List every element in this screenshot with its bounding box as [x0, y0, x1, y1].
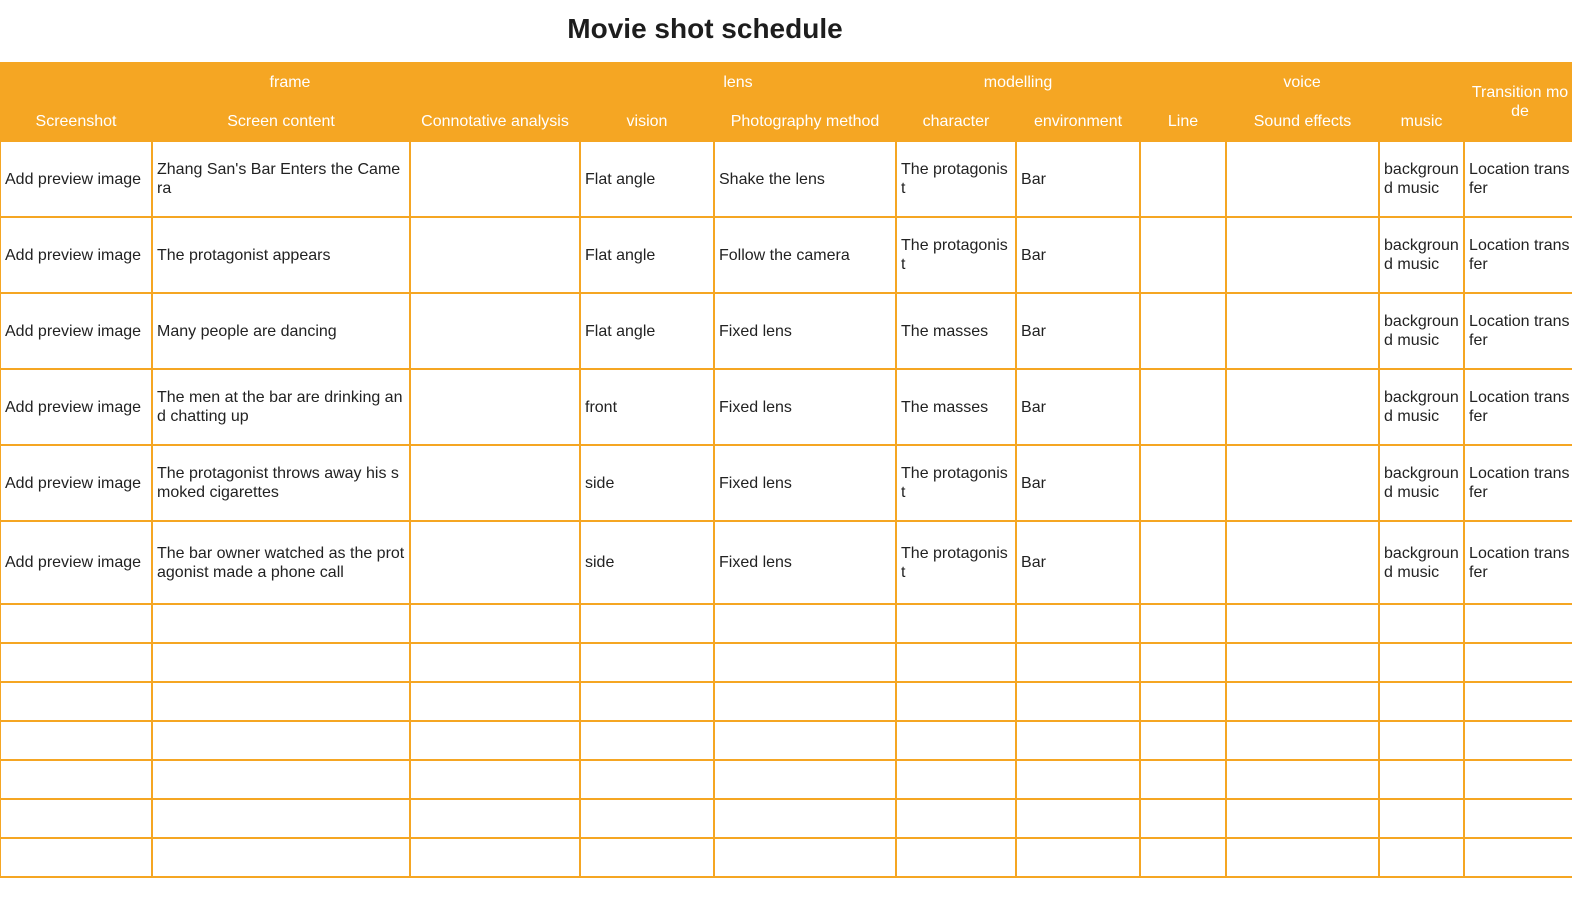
empty-cell[interactable] — [1464, 760, 1572, 799]
empty-cell[interactable] — [714, 604, 896, 643]
column-header-music[interactable]: music — [1379, 102, 1464, 141]
empty-cell[interactable] — [1140, 721, 1226, 760]
cell-transition-mode[interactable]: Location transfer — [1464, 293, 1572, 369]
empty-cell[interactable] — [1140, 643, 1226, 682]
cell-screenshot[interactable]: Add preview image — [0, 369, 152, 445]
empty-cell[interactable] — [0, 604, 152, 643]
column-header-screenshot[interactable]: Screenshot — [0, 102, 152, 141]
cell-music[interactable]: background music — [1379, 369, 1464, 445]
cell-screen-content[interactable]: The men at the bar are drinking and chatting up — [152, 369, 410, 445]
empty-cell[interactable] — [1379, 682, 1464, 721]
cell-vision[interactable]: side — [580, 445, 714, 521]
empty-cell[interactable] — [0, 643, 152, 682]
cell-environment[interactable]: Bar — [1016, 141, 1140, 217]
cell-vision[interactable]: Flat angle — [580, 141, 714, 217]
cell-sound-effects[interactable] — [1226, 521, 1379, 604]
empty-cell[interactable] — [580, 604, 714, 643]
empty-row — [0, 643, 1572, 682]
empty-cell[interactable] — [580, 799, 714, 838]
empty-cell[interactable] — [580, 760, 714, 799]
table-row — [0, 521, 1572, 604]
cell-vision[interactable]: side — [580, 521, 714, 604]
cell-music[interactable]: background music — [1379, 521, 1464, 604]
empty-cell[interactable] — [714, 721, 896, 760]
cell-music[interactable]: background music — [1379, 445, 1464, 521]
empty-cell[interactable] — [896, 682, 1016, 721]
empty-cell[interactable] — [1140, 799, 1226, 838]
cell-screen-content[interactable]: Zhang San's Bar Enters the Camera — [152, 141, 410, 217]
empty-cell[interactable] — [580, 721, 714, 760]
page-title: Movie shot schedule — [567, 13, 843, 44]
empty-row — [0, 799, 1572, 838]
cell-music[interactable]: background music — [1379, 293, 1464, 369]
cell-screenshot[interactable]: Add preview image — [0, 293, 152, 369]
empty-cell[interactable] — [0, 721, 152, 760]
cell-connotative-analysis[interactable] — [410, 369, 580, 445]
cell-screen-content[interactable]: Many people are dancing — [152, 293, 410, 369]
empty-cell[interactable] — [1464, 643, 1572, 682]
empty-cell[interactable] — [714, 643, 896, 682]
cell-transition-mode[interactable]: Location transfer — [1464, 369, 1572, 445]
table-row — [0, 217, 1572, 293]
group-header-voice[interactable]: voice — [1140, 63, 1464, 102]
empty-cell[interactable] — [1226, 799, 1379, 838]
cell-connotative-analysis[interactable] — [410, 521, 580, 604]
cell-line[interactable] — [1140, 217, 1226, 293]
empty-cell[interactable] — [410, 838, 580, 877]
cell-character[interactable]: The protagonist — [896, 141, 1016, 217]
empty-cell[interactable] — [1016, 799, 1140, 838]
empty-cell[interactable] — [1379, 604, 1464, 643]
column-header-sound-effects[interactable]: Sound effects — [1226, 102, 1379, 141]
empty-cell[interactable] — [1226, 721, 1379, 760]
cell-connotative-analysis[interactable] — [410, 293, 580, 369]
empty-cell[interactable] — [1464, 721, 1572, 760]
column-header-character[interactable]: character — [896, 102, 1016, 141]
column-header-transition-mode[interactable]: Transition mode — [1464, 63, 1572, 141]
cell-character[interactable]: The protagonist — [896, 217, 1016, 293]
empty-cell[interactable] — [1379, 721, 1464, 760]
cell-vision[interactable]: Flat angle — [580, 293, 714, 369]
cell-music[interactable]: background music — [1379, 217, 1464, 293]
empty-cell[interactable] — [580, 682, 714, 721]
cell-line[interactable] — [1140, 369, 1226, 445]
cell-screen-content[interactable]: The protagonist throws away his smoked cigarettes — [152, 445, 410, 521]
group-header-lens[interactable]: lens — [580, 63, 896, 102]
group-header-frame[interactable]: frame — [0, 63, 580, 102]
empty-row — [0, 682, 1572, 721]
empty-cell[interactable] — [152, 604, 410, 643]
table-row — [0, 445, 1572, 521]
empty-cell[interactable] — [714, 760, 896, 799]
empty-cell[interactable] — [1464, 604, 1572, 643]
cell-sound-effects[interactable] — [1226, 293, 1379, 369]
cell-environment[interactable]: Bar — [1016, 445, 1140, 521]
empty-cell[interactable] — [410, 799, 580, 838]
empty-cell[interactable] — [152, 760, 410, 799]
empty-cell[interactable] — [1226, 838, 1379, 877]
cell-line[interactable] — [1140, 521, 1226, 604]
cell-screen-content[interactable]: The bar owner watched as the protagonist made a phone call — [152, 521, 410, 604]
empty-row — [0, 721, 1572, 760]
empty-cell[interactable] — [580, 838, 714, 877]
empty-cell[interactable] — [714, 682, 896, 721]
empty-row — [0, 604, 1572, 643]
cell-connotative-analysis[interactable] — [410, 445, 580, 521]
shot-schedule-table — [0, 62, 1572, 878]
empty-cell[interactable] — [152, 799, 410, 838]
cell-line[interactable] — [1140, 293, 1226, 369]
table-row — [0, 141, 1572, 217]
empty-cell[interactable] — [1016, 643, 1140, 682]
empty-cell[interactable] — [1379, 760, 1464, 799]
empty-cell[interactable] — [1226, 643, 1379, 682]
cell-character[interactable]: The masses — [896, 293, 1016, 369]
empty-cell[interactable] — [152, 643, 410, 682]
cell-environment[interactable]: Bar — [1016, 293, 1140, 369]
empty-cell[interactable] — [896, 643, 1016, 682]
empty-cell[interactable] — [1379, 838, 1464, 877]
cell-sound-effects[interactable] — [1226, 217, 1379, 293]
empty-cell[interactable] — [1016, 604, 1140, 643]
empty-cell[interactable] — [0, 682, 152, 721]
empty-cell[interactable] — [1016, 682, 1140, 721]
cell-photography-method[interactable]: Fixed lens — [714, 445, 896, 521]
empty-cell[interactable] — [152, 682, 410, 721]
empty-cell[interactable] — [1016, 721, 1140, 760]
empty-cell[interactable] — [1016, 760, 1140, 799]
cell-music[interactable]: background music — [1379, 141, 1464, 217]
cell-screenshot[interactable]: Add preview image — [0, 445, 152, 521]
cell-sound-effects[interactable] — [1226, 141, 1379, 217]
empty-cell[interactable] — [580, 643, 714, 682]
empty-cell[interactable] — [410, 760, 580, 799]
column-header-line[interactable]: Line — [1140, 102, 1226, 141]
cell-environment[interactable]: Bar — [1016, 521, 1140, 604]
cell-character[interactable]: The masses — [896, 369, 1016, 445]
empty-cell[interactable] — [0, 799, 152, 838]
empty-cell[interactable] — [896, 721, 1016, 760]
empty-cell[interactable] — [1140, 838, 1226, 877]
cell-character[interactable]: The protagonist — [896, 521, 1016, 604]
cell-sound-effects[interactable] — [1226, 369, 1379, 445]
empty-cell[interactable] — [714, 799, 896, 838]
empty-cell[interactable] — [1464, 682, 1572, 721]
cell-vision[interactable]: Flat angle — [580, 217, 714, 293]
empty-cell[interactable] — [1379, 643, 1464, 682]
empty-cell[interactable] — [1016, 838, 1140, 877]
empty-cell[interactable] — [410, 682, 580, 721]
cell-screen-content[interactable]: The protagonist appears — [152, 217, 410, 293]
cell-environment[interactable]: Bar — [1016, 369, 1140, 445]
column-header-photography-method[interactable]: Photography method — [714, 102, 896, 141]
empty-row — [0, 838, 1572, 877]
cell-connotative-analysis[interactable] — [410, 141, 580, 217]
cell-photography-method[interactable]: Shake the lens — [714, 141, 896, 217]
empty-cell[interactable] — [1226, 604, 1379, 643]
cell-transition-mode[interactable]: Location transfer — [1464, 141, 1572, 217]
empty-cell[interactable] — [896, 799, 1016, 838]
empty-cell[interactable] — [410, 643, 580, 682]
cell-screenshot[interactable]: Add preview image — [0, 217, 152, 293]
cell-sound-effects[interactable] — [1226, 445, 1379, 521]
column-header-environment[interactable]: environment — [1016, 102, 1140, 141]
empty-cell[interactable] — [1226, 760, 1379, 799]
empty-cell[interactable] — [152, 721, 410, 760]
table-row — [0, 293, 1572, 369]
cell-transition-mode[interactable]: Location transfer — [1464, 217, 1572, 293]
empty-cell[interactable] — [714, 838, 896, 877]
empty-cell[interactable] — [1379, 799, 1464, 838]
empty-cell[interactable] — [1140, 760, 1226, 799]
empty-cell[interactable] — [1140, 682, 1226, 721]
column-header-connotative-analysis[interactable]: Connotative analysis — [410, 102, 580, 141]
empty-cell[interactable] — [0, 760, 152, 799]
cell-photography-method[interactable]: Fixed lens — [714, 369, 896, 445]
cell-vision[interactable]: front — [580, 369, 714, 445]
cell-screenshot[interactable]: Add preview image — [0, 521, 152, 604]
empty-cell[interactable] — [1464, 838, 1572, 877]
empty-cell[interactable] — [896, 760, 1016, 799]
empty-cell[interactable] — [410, 721, 580, 760]
empty-cell[interactable] — [1464, 799, 1572, 838]
empty-row — [0, 760, 1572, 799]
empty-cell[interactable] — [896, 838, 1016, 877]
group-header-modelling[interactable]: modelling — [896, 63, 1140, 102]
cell-line[interactable] — [1140, 445, 1226, 521]
empty-cell[interactable] — [896, 604, 1016, 643]
cell-photography-method[interactable]: Follow the camera — [714, 217, 896, 293]
cell-environment[interactable]: Bar — [1016, 217, 1140, 293]
empty-cell[interactable] — [410, 604, 580, 643]
empty-cell[interactable] — [0, 838, 152, 877]
column-header-vision[interactable]: vision — [580, 102, 714, 141]
cell-photography-method[interactable]: Fixed lens — [714, 521, 896, 604]
cell-character[interactable]: The protagonist — [896, 445, 1016, 521]
column-header-screen-content[interactable]: Screen content — [152, 102, 410, 141]
cell-connotative-analysis[interactable] — [410, 217, 580, 293]
empty-cell[interactable] — [152, 838, 410, 877]
empty-cell[interactable] — [1226, 682, 1379, 721]
cell-line[interactable] — [1140, 141, 1226, 217]
table-row — [0, 369, 1572, 445]
cell-transition-mode[interactable]: Location transfer — [1464, 445, 1572, 521]
cell-transition-mode[interactable]: Location transfer — [1464, 521, 1572, 604]
empty-cell[interactable] — [1140, 604, 1226, 643]
cell-screenshot[interactable]: Add preview image — [0, 141, 152, 217]
cell-photography-method[interactable]: Fixed lens — [714, 293, 896, 369]
